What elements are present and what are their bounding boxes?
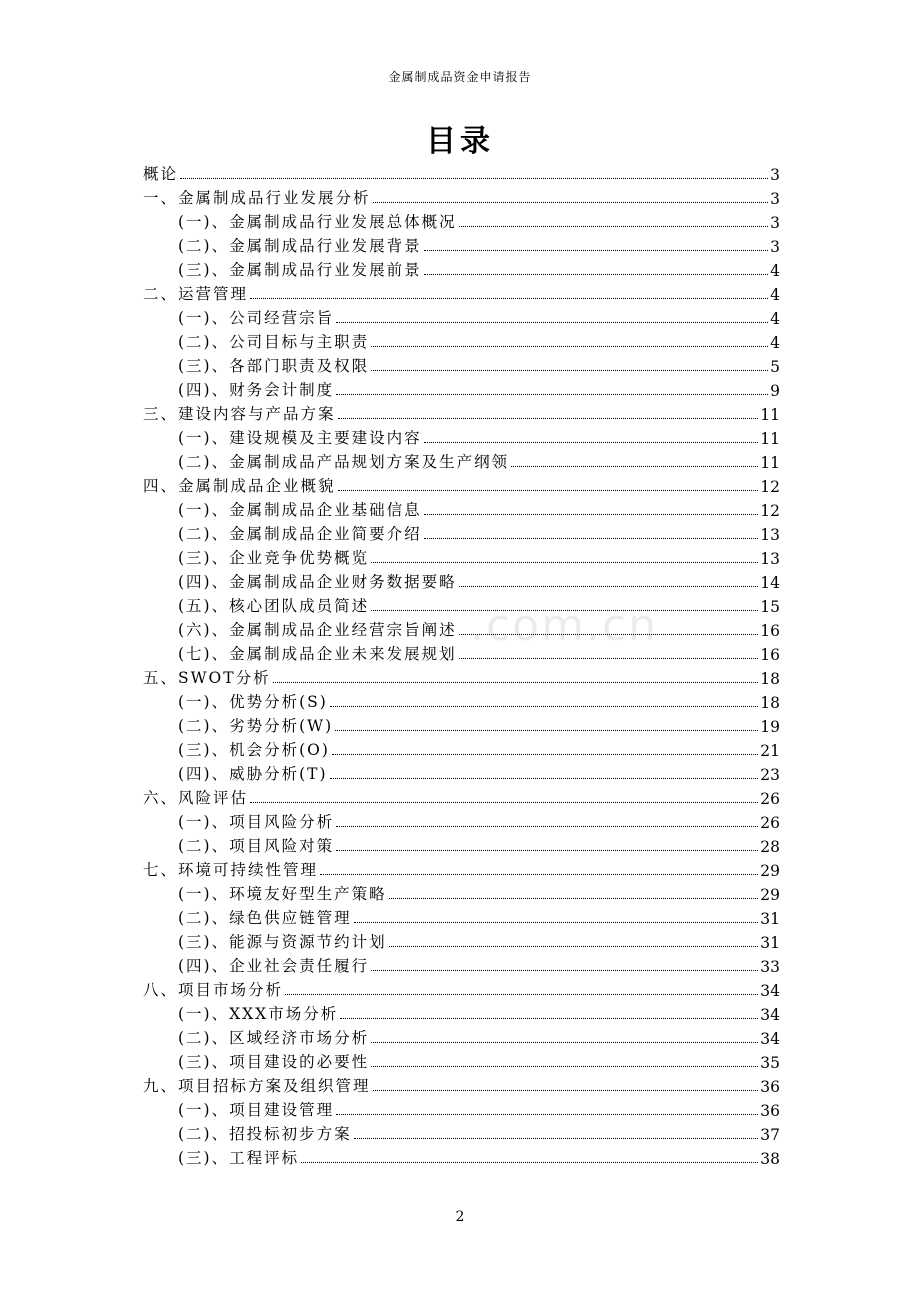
toc-entry-text: (一)、建设规模及主要建设内容 xyxy=(178,429,422,447)
toc-page-number: 29 xyxy=(760,862,780,880)
toc-entry-text: (三)、各部门职责及权限 xyxy=(178,357,370,375)
toc-page-number: 4 xyxy=(770,286,780,304)
toc-entry-text: 二、运营管理 xyxy=(143,285,249,303)
toc-section-entry[interactable] xyxy=(143,520,780,544)
dot-leader xyxy=(424,274,769,275)
toc-chapter-entry[interactable] xyxy=(143,160,780,184)
toc-entry-text: 一、金属制成品行业发展分析 xyxy=(143,189,371,207)
toc-page-number: 35 xyxy=(760,1054,780,1072)
toc-page-number: 5 xyxy=(770,358,780,376)
toc-entry-text: (二)、招投标初步方案 xyxy=(178,1125,352,1143)
toc-section-entry[interactable] xyxy=(143,1120,780,1144)
toc-entry-text: 三、建设内容与产品方案 xyxy=(143,405,336,423)
toc-page-number: 31 xyxy=(760,910,780,928)
toc-entry-text: (四)、金属制成品企业财务数据要略 xyxy=(178,573,457,591)
toc-entry-text: (一)、项目建设管理 xyxy=(178,1101,335,1119)
toc-section-entry[interactable] xyxy=(143,1096,780,1120)
toc-section-entry[interactable] xyxy=(143,424,780,448)
toc-entry-text: (三)、工程评标 xyxy=(178,1149,300,1167)
toc-section-entry[interactable] xyxy=(143,328,780,352)
toc-chapter-entry[interactable] xyxy=(143,784,780,808)
toc-page-number: 16 xyxy=(760,622,780,640)
toc-page-number: 38 xyxy=(760,1150,780,1168)
toc-page-number: 16 xyxy=(760,646,780,664)
toc-page-number: 3 xyxy=(770,238,780,256)
toc-page-number: 11 xyxy=(760,430,780,448)
toc-section-entry[interactable] xyxy=(143,1000,780,1024)
toc-page-number: 36 xyxy=(760,1078,780,1096)
toc-entry-text: 四、金属制成品企业概貌 xyxy=(143,477,336,495)
watermark: .com.cn xyxy=(470,600,659,651)
toc-entry-text: 八、项目市场分析 xyxy=(143,981,284,999)
toc-entry-text: (二)、绿色供应链管理 xyxy=(178,909,352,927)
dot-leader xyxy=(336,322,768,323)
toc-page-number: 19 xyxy=(760,718,780,736)
toc-page-number: 34 xyxy=(760,1006,780,1024)
toc-entry-text: (二)、金属制成品行业发展背景 xyxy=(178,237,422,255)
toc-page-number: 18 xyxy=(760,670,780,688)
toc-page-number: 3 xyxy=(770,214,780,232)
dot-leader xyxy=(301,1162,758,1163)
dot-leader xyxy=(459,658,759,659)
toc-section-entry[interactable] xyxy=(143,304,780,328)
toc-section-entry[interactable] xyxy=(143,592,780,616)
toc-section-entry[interactable] xyxy=(143,568,780,592)
toc-entry-text: (七)、金属制成品企业未来发展规划 xyxy=(178,645,457,663)
dot-leader xyxy=(336,1114,758,1115)
toc-section-entry[interactable] xyxy=(143,1144,780,1168)
toc-page-number: 18 xyxy=(760,694,780,712)
dot-leader xyxy=(459,586,759,587)
toc-page-number: 37 xyxy=(760,1126,780,1144)
toc-entry-text: (一)、XXX市场分析 xyxy=(178,1005,339,1023)
toc-page-number: 33 xyxy=(760,958,780,976)
dot-leader xyxy=(371,970,758,971)
dot-leader xyxy=(424,250,769,251)
dot-leader xyxy=(320,874,758,875)
toc-page-number: 34 xyxy=(760,982,780,1000)
toc-section-entry[interactable] xyxy=(143,712,780,736)
toc-page-number: 26 xyxy=(760,814,780,832)
toc-entry-text: (一)、环境友好型生产策略 xyxy=(178,885,387,903)
toc-entry-text: (五)、核心团队成员简述 xyxy=(178,597,370,615)
toc-entry-text: (二)、公司目标与主职责 xyxy=(178,333,370,351)
toc-entry-text: (三)、金属制成品行业发展前景 xyxy=(178,261,422,279)
toc-entry-text: (二)、劣势分析(W) xyxy=(178,717,334,735)
dot-leader xyxy=(511,466,758,467)
page-title: 目录 xyxy=(426,124,494,159)
toc-chapter-entry[interactable] xyxy=(143,280,780,304)
toc-page-number: 4 xyxy=(770,310,780,328)
toc-chapter-entry[interactable] xyxy=(143,1072,780,1096)
toc-page-number: 4 xyxy=(770,262,780,280)
toc-entry-text: (二)、金属制成品企业简要介绍 xyxy=(178,525,422,543)
toc-section-entry[interactable] xyxy=(143,448,780,472)
toc-section-entry[interactable] xyxy=(143,688,780,712)
dot-leader xyxy=(371,562,758,563)
dot-leader xyxy=(424,538,759,539)
dot-leader xyxy=(424,514,759,515)
toc-page-number: 23 xyxy=(760,766,780,784)
toc-entry-text: (四)、财务会计制度 xyxy=(178,381,335,399)
toc-section-entry[interactable] xyxy=(143,544,780,568)
toc-page-number: 34 xyxy=(760,1030,780,1048)
dot-leader xyxy=(459,634,759,635)
page-number: 2 xyxy=(455,1209,465,1225)
toc-page-number: 11 xyxy=(760,406,780,424)
toc-entry-text: (二)、项目风险对策 xyxy=(178,837,335,855)
toc-entry-text: (二)、金属制成品产品规划方案及生产纲领 xyxy=(178,453,510,471)
toc-page-number: 12 xyxy=(760,502,780,520)
toc-entry-text: (一)、优势分析(S) xyxy=(178,693,328,711)
toc-page-number: 26 xyxy=(760,790,780,808)
dot-leader xyxy=(336,850,758,851)
toc-page-number: 21 xyxy=(760,742,780,760)
toc-chapter-entry[interactable] xyxy=(143,400,780,424)
dot-leader xyxy=(330,706,758,707)
toc-page-number: 3 xyxy=(770,166,780,184)
toc-section-entry[interactable] xyxy=(143,760,780,784)
toc-section-entry[interactable] xyxy=(143,208,780,232)
dot-leader xyxy=(336,826,758,827)
toc-page-number: 13 xyxy=(760,550,780,568)
toc-chapter-entry[interactable] xyxy=(143,664,780,688)
toc-section-entry[interactable] xyxy=(143,232,780,256)
dot-leader xyxy=(354,1138,759,1139)
dot-leader xyxy=(285,994,758,995)
toc-section-entry[interactable] xyxy=(143,904,780,928)
toc-entry-text: (四)、威胁分析(T) xyxy=(178,765,328,783)
toc-entry-text: (一)、金属制成品企业基础信息 xyxy=(178,501,422,519)
toc-page-number: 36 xyxy=(760,1102,780,1120)
toc-page-number: 9 xyxy=(770,382,780,400)
toc-section-entry[interactable] xyxy=(143,1048,780,1072)
dot-leader xyxy=(332,754,758,755)
toc-chapter-entry[interactable] xyxy=(143,472,780,496)
dot-leader xyxy=(273,682,759,683)
dot-leader xyxy=(338,490,759,491)
toc-page-number: 3 xyxy=(770,190,780,208)
toc-entry-text: 九、项目招标方案及组织管理 xyxy=(143,1077,371,1095)
toc-chapter-entry[interactable] xyxy=(143,184,780,208)
running-header: 金属制成品资金申请报告 xyxy=(388,70,532,84)
toc-entry-text: (三)、机会分析(O) xyxy=(178,741,330,759)
dot-leader xyxy=(389,946,759,947)
dot-leader xyxy=(373,202,769,203)
toc-page-number: 29 xyxy=(760,886,780,904)
toc-section-entry[interactable] xyxy=(143,616,780,640)
table-of-contents xyxy=(143,160,780,1168)
toc-section-entry[interactable] xyxy=(143,928,780,952)
toc-entry-text: (一)、项目风险分析 xyxy=(178,813,335,831)
toc-page-number: 15 xyxy=(760,598,780,616)
toc-section-entry[interactable] xyxy=(143,952,780,976)
toc-section-entry[interactable] xyxy=(143,352,780,376)
toc-entry-text: (一)、金属制成品行业发展总体概况 xyxy=(178,213,457,231)
toc-page-number: 28 xyxy=(760,838,780,856)
toc-page-number: 13 xyxy=(760,526,780,544)
toc-entry-text: 五、SWOT分析 xyxy=(143,669,271,687)
toc-chapter-entry[interactable] xyxy=(143,976,780,1000)
toc-chapter-entry[interactable] xyxy=(143,856,780,880)
toc-entry-text: (三)、项目建设的必要性 xyxy=(178,1053,370,1071)
toc-entry-text: (四)、企业社会责任履行 xyxy=(178,957,370,975)
dot-leader xyxy=(250,802,758,803)
toc-section-entry[interactable] xyxy=(143,808,780,832)
dot-leader xyxy=(459,226,769,227)
dot-leader xyxy=(338,418,759,419)
dot-leader xyxy=(371,1066,758,1067)
dot-leader xyxy=(354,922,759,923)
dot-leader xyxy=(424,442,759,443)
toc-page-number: 31 xyxy=(760,934,780,952)
toc-entry-text: 六、风险评估 xyxy=(143,789,249,807)
toc-section-entry[interactable] xyxy=(143,640,780,664)
toc-section-entry[interactable] xyxy=(143,376,780,400)
dot-leader xyxy=(330,778,759,779)
toc-section-entry[interactable] xyxy=(143,256,780,280)
dot-leader xyxy=(371,610,758,611)
toc-entry-text: (六)、金属制成品企业经营宗旨阐述 xyxy=(178,621,457,639)
dot-leader xyxy=(371,346,768,347)
toc-section-entry[interactable] xyxy=(143,736,780,760)
toc-section-entry[interactable] xyxy=(143,880,780,904)
dot-leader xyxy=(389,898,759,899)
toc-entry-text: (二)、区域经济市场分析 xyxy=(178,1029,370,1047)
toc-entry-text: (三)、能源与资源节约计划 xyxy=(178,933,387,951)
dot-leader xyxy=(371,370,768,371)
dot-leader xyxy=(373,1090,759,1091)
toc-section-entry[interactable] xyxy=(143,832,780,856)
dot-leader xyxy=(340,1018,758,1019)
toc-page-number: 12 xyxy=(760,478,780,496)
dot-leader xyxy=(371,1042,758,1043)
toc-entry-text: 七、环境可持续性管理 xyxy=(143,861,319,879)
dot-leader xyxy=(336,394,768,395)
toc-section-entry[interactable] xyxy=(143,1024,780,1048)
toc-entry-text: (三)、企业竞争优势概览 xyxy=(178,549,370,567)
toc-entry-text: 概论 xyxy=(143,165,179,183)
toc-section-entry[interactable] xyxy=(143,496,780,520)
toc-page-number: 11 xyxy=(760,454,780,472)
toc-page-number: 14 xyxy=(760,574,780,592)
dot-leader xyxy=(180,178,768,179)
toc-page-number: 4 xyxy=(770,334,780,352)
dot-leader xyxy=(335,730,758,731)
dot-leader xyxy=(250,298,768,299)
toc-entry-text: (一)、公司经营宗旨 xyxy=(178,309,335,327)
